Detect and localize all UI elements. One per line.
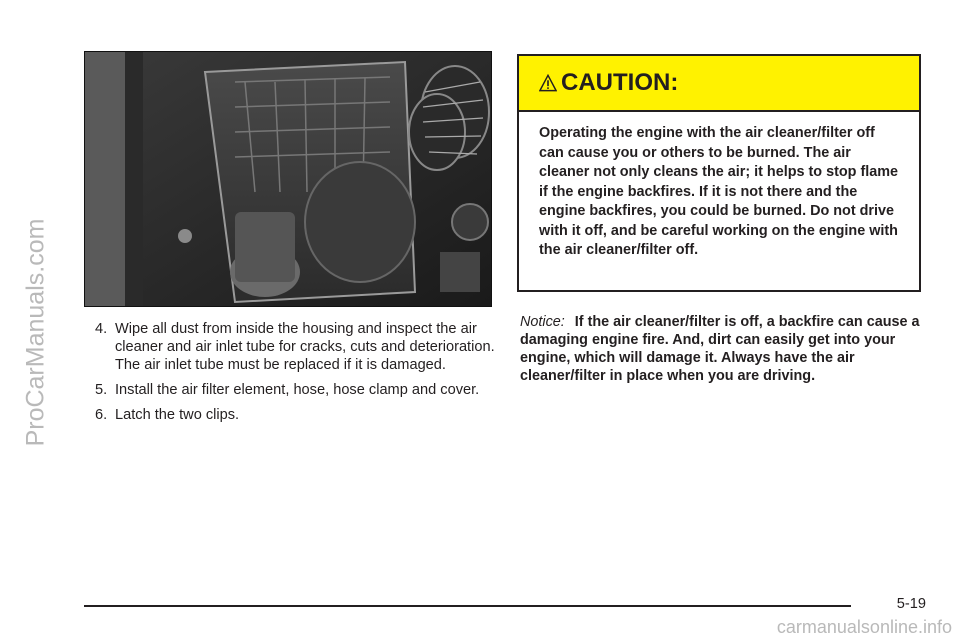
side-watermark — [14, 32, 58, 632]
caution-header — [519, 56, 919, 112]
step-text: Install the air filter element, hose, hose clamp and cover. — [115, 382, 480, 398]
step-number: 6. — [95, 407, 108, 423]
air-cleaner-housing-open-icon — [85, 52, 491, 306]
step-text: Wipe all dust from inside the housing and inspect the air cleaner and air inlet tube for cracks, cuts and deterioration. The air inlet tube must be replaced if it is damaged. — [115, 321, 495, 373]
caution-box — [517, 54, 921, 292]
instruction-steps — [95, 320, 495, 431]
notice-text: If the air cleaner/filter is off, a backfire can cause a damaging engine fire. And, dirt can easily get into your engine, which will damage it. Always have the air cleaner/filter in place when you are driving. — [520, 314, 920, 384]
caution-title: CAUTION: — [561, 69, 679, 96]
step-number: 5. — [95, 382, 108, 398]
warning-triangle-icon — [539, 74, 557, 92]
notice-paragraph — [520, 313, 930, 385]
caution-text: Operating the engine with the air cleaner/filter off can cause you or others to be burned. The air cleaner not only cleans the air; it helps to stop flame if the engine backfires. If it is not there and the engine backfires, you could be burned. Do not drive with it off, and be careful working on the engine with the air cleaner/filter off. — [539, 125, 899, 258]
page-number: 5-19 — [896, 596, 926, 612]
step-item — [95, 320, 495, 374]
step-number: 4. — [95, 321, 108, 337]
step-text: Latch the two clips. — [115, 407, 240, 423]
footer-divider — [84, 605, 851, 607]
step-item — [95, 381, 495, 399]
notice-label: Notice: — [520, 314, 565, 330]
engine-photo — [84, 51, 492, 307]
bottom-watermark: carmanualsonline.info — [776, 617, 952, 637]
step-item — [95, 406, 495, 424]
side-watermark-text: ProCarManuals.com — [21, 218, 50, 446]
